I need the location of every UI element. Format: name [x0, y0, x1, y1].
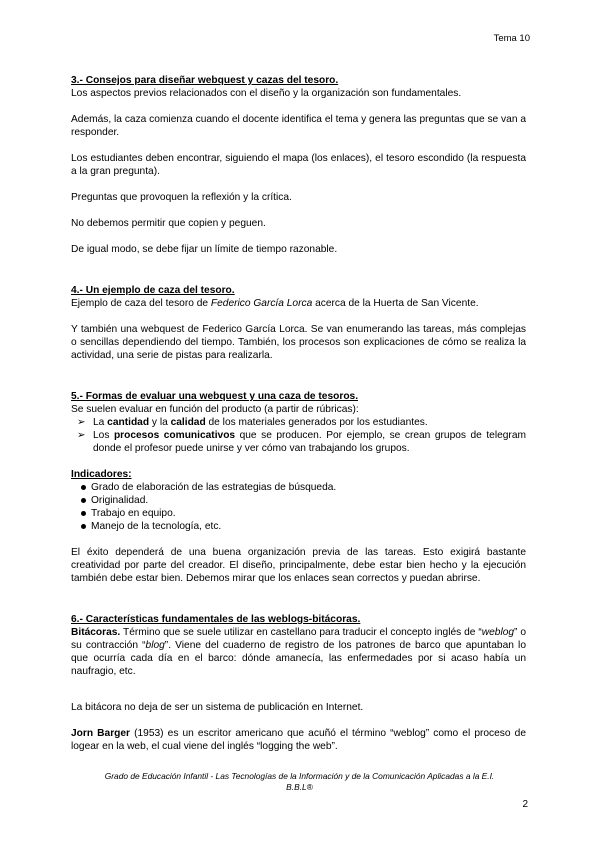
section-4-heading: 4.- Un ejemplo de caza del tesoro.	[71, 285, 235, 296]
section-3-intro: Los aspectos previos relacionados con el diseño y la organización son fundamentales.	[71, 88, 462, 99]
term-bitacoras: Bitácoras.	[71, 627, 121, 638]
bullet-icon	[81, 511, 86, 516]
section-3-heading: 3.- Consejos para diseñar webquest y cazas del tesoro.	[71, 75, 339, 86]
section-5-intro: Se suelen evaluar en función del producto (a partir de rúbricas):	[71, 404, 359, 415]
author-name: Federico García Lorca	[210, 298, 313, 309]
section-5-heading: 5.- Formas de evaluar una webquest y una caza de tesoros.	[71, 391, 359, 402]
bullet-icon	[81, 524, 86, 529]
bullet-icon	[81, 498, 86, 503]
section-3-paragraph: De igual modo, se debe fijar un límite de tiempo razonable.	[71, 244, 338, 255]
section-6-heading: 6.- Características fundamentales de las weblogs-bitácoras.	[71, 614, 361, 625]
section-4-intro: Ejemplo de caza del tesoro de Federico García Lorca acerca de la Huerta de San Vicente.	[71, 298, 479, 309]
indicators-heading: Indicadores:	[71, 469, 132, 480]
list-item: Grado de elaboración de las estrategias de búsqueda.	[71, 481, 526, 494]
list-item: Originalidad.	[71, 494, 526, 507]
list-item: ➢ Los procesos comunicativos que se producen. Por ejemplo, se crean grupos de telegram donde el profesor puede unirse y ver cómo van trabajando los grupos.	[77, 430, 526, 454]
section-3-paragraph: No debemos permitir que copien y peguen.	[71, 218, 266, 229]
page-footer	[72, 771, 527, 793]
section-6-paragraph: La bitácora no deja de ser un sistema de publicación en Internet.	[71, 702, 364, 713]
footer-author: B.B.L®	[286, 782, 313, 792]
section-3-paragraph: Además, la caza comienza cuando el docente identifica el tema y genera las preguntas que se van a responder.	[71, 114, 526, 138]
page-topic: Tema 10	[493, 33, 530, 44]
section-5-closing: El éxito dependerá de una buena organización previa de las tareas. Esto exigirá bastante creatividad por parte del creador. El diseño, principalmente, debe estar bien hecho y la ejecución también debe estar bien. Debemos mirar que los enlaces sean correctos y puedan abrirse.	[71, 547, 526, 584]
arrow-bullet-icon: ➢	[77, 417, 86, 428]
list-item: ➢ La cantidad y la calidad de los materiales generados por los estudiantes.	[77, 417, 428, 428]
section-4-paragraph: Y también una webquest de Federico García Lorca. Se van enumerando las tareas, más complejas o sencillas dependiendo del tiempo. También, los procesos son explicaciones de cómo se realiza la actividad, una serie de pistas para realizarla.	[71, 324, 526, 361]
evaluation-list	[71, 416, 526, 455]
section-3-paragraph: Los estudiantes deben encontrar, siguiendo el mapa (los enlaces), el tesoro escondido (la respuesta a la gran pregunta).	[71, 153, 526, 177]
page-content	[71, 74, 526, 753]
bullet-icon	[81, 485, 86, 490]
bitacora-definition: Bitácoras. Término que se suele utilizar en castellano para traducir el concepto inglés de “weblog” o su contracción “blog”. Viene del cuaderno de registro de los patrones de barco que apuntaban lo que ocurría cada día en el barco: dónde amanecía, las enfermedades por si acaso había un naufragio, etc.	[71, 627, 527, 677]
list-item: Manejo de la tecnología, etc.	[71, 520, 526, 533]
section-3-paragraph: Preguntas que provoquen la reflexión y la crítica.	[71, 192, 292, 203]
page-number: 2	[522, 799, 528, 810]
footer-course: Grado de Educación Infantil - Las Tecnologías de la Información y de la Comunicación Aplicadas a la E.I.	[104, 771, 495, 781]
indicators-list	[71, 481, 526, 533]
section-6-paragraph: Jorn Barger (1953) es un escritor americano que acuñó el término “weblog” como el proceso de logear en la web, el cual viene del inglés “logging the web”.	[71, 728, 526, 752]
arrow-bullet-icon: ➢	[77, 430, 86, 441]
list-item: Trabajo en equipo.	[71, 507, 526, 520]
person-name: Jorn Barger	[71, 728, 131, 739]
